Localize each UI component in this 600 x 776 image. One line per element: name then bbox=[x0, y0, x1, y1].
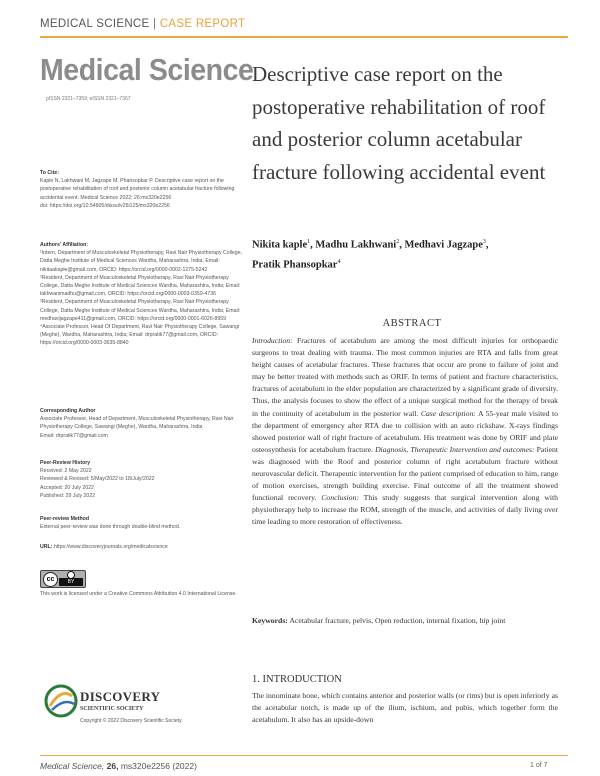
license-text: This work is licensed under a Creative Commons Attribution 4.0 International License. bbox=[40, 591, 237, 597]
method-text: External peer-review was done through double-blind method. bbox=[40, 524, 181, 531]
author-affil-sup: 4 bbox=[337, 258, 341, 265]
affil-4: ⁴Associate Professor, Head Of Department, Ravi Nair Physiotherapy College, Sawangi (Meghe), Wardha, Maharashtra, India; Email: drpratik77@gmail.com, ORCID: https://orcid.org/0000-0003-3635-8840 bbox=[40, 324, 240, 347]
corresponding-block bbox=[40, 407, 245, 440]
history-published: Published: 29 July 2022 bbox=[40, 492, 96, 499]
history-reviewed: Reviewed & Revised: 5/May/2022 to 18/July/2022 bbox=[40, 476, 155, 483]
introduction-body: The innominate bone, which contains anterior and posterior walls (or rims) but is open inferiorly as the acetabular notch, is made up of the ilium, ischium, and pubis, which together form the acetabulum. It also has an upside-down bbox=[252, 691, 558, 725]
introduction-heading: 1. INTRODUCTION bbox=[252, 674, 342, 685]
journal-logo-text: Medical Science bbox=[40, 52, 254, 87]
affil-heading: Authors' Affiliation: bbox=[40, 242, 89, 248]
header-rule bbox=[40, 36, 568, 38]
footer-article-id: ms320e2256 (2022) bbox=[120, 761, 197, 771]
affiliations-block bbox=[40, 241, 245, 348]
url-label: URL: bbox=[40, 544, 53, 550]
cite-heading: To Cite: bbox=[40, 170, 59, 176]
keywords-text: Acetabular fracture, pelvis, Open reduction, internal fixation, hip joint bbox=[289, 616, 506, 625]
abstract-diag-text: Patient was diagnosed with the Roof and posterior column of right acetabulum fracture without neurovascular deficit. Therapeutic intervention for the patient comprised of education to him, range of motion exercises, strength building exercise. Final outcome of all the treatment showed functional recovery. bbox=[252, 444, 559, 503]
cc-icon: cc bbox=[43, 572, 58, 587]
cite-text: Kaple N, Lakhwani M, Jagzape M, Phansopkar P. Descriptive case report on the postoperative rehabilitation of roof and posterior column acetabular fracture following accidental event. Medical Science 2022; 26:ms320e2256 bbox=[40, 178, 235, 201]
method-block bbox=[40, 515, 245, 531]
keywords-label: Keywords: bbox=[252, 616, 288, 625]
affil-3: ³Resident, Department of Musculoskeletal Physiotherapy, Ravi Nair Physiotherapy College, Datta Meghe Institute of Medical Sciences Wardha, Maharashtra, India; Email: medhavijagzape411@gmail.com, ORCID: https://orcid.org/0000-0001-6026-8959 bbox=[40, 299, 241, 322]
abstract-concl-label: Conclusion: bbox=[321, 493, 359, 503]
cc-license-badge[interactable] bbox=[40, 570, 86, 588]
publisher-copyright: Copyright © 2022 Discovery Scientific Society. bbox=[80, 718, 183, 724]
author-name[interactable]: Nikita kaple bbox=[252, 239, 308, 251]
author-name[interactable]: Medhavi Jagzape bbox=[404, 239, 483, 251]
url-link[interactable]: https://www.discoveryjournals.org/medicalscience bbox=[53, 544, 168, 550]
section-label bbox=[40, 18, 245, 30]
license-block bbox=[40, 590, 245, 598]
history-block bbox=[40, 459, 245, 500]
abstract-heading: ABSTRACT bbox=[382, 318, 442, 329]
abstract-intro-label: Introduction: bbox=[252, 336, 293, 345]
abstract-body bbox=[252, 335, 558, 529]
citation-block bbox=[40, 169, 245, 210]
method-heading: Peer-review Method bbox=[40, 516, 90, 522]
affil-1: ¹Intern, Department of Musculoskeletal Physiotherapy, Ravi Nair Physiotherapy College, Datta Meghe Institute of Medical Sciences Wardha, Maharashtra, India; Email: nikitaakaple@gmail.com, ORCID: https://orcid.org/0000-0002-1275-5242 bbox=[40, 250, 243, 273]
affil-2: ²Resident, Department of Musculoskeletal Physiotherapy, Ravi Nair Physiotherapy College, Datta Meghe Institute of Medical Sciences Wardha, Maharashtra, India; Email: lakhwanimadhu@gmail.com, ORCID: https://orcid.org/0000-0003-0359-4736 bbox=[40, 274, 241, 298]
author-name[interactable]: Madhu Lakhwani bbox=[315, 239, 397, 251]
footer-rule bbox=[40, 755, 568, 756]
section-name: MEDICAL SCIENCE bbox=[40, 18, 150, 30]
cite-doi[interactable]: doi: https://doi.org/10.54905/disssi/v26i125/ms320e2256 bbox=[40, 202, 170, 209]
url-block bbox=[40, 543, 245, 551]
abstract-intro-text: Fractures of acetabulum are among the most difficult injuries for orthopaedic surgeons to treat dealing with trauma. The most common injuries are RTA and falls from great height causes of acetabular fractures. These fractures that occur are prone to failure of joint and may be better treated with methods such as ORIF. In terms of patient and fracture characteristics, fractures of acetabulum in the elder population are characterized by a significant grade of diversity. Thus, the analysis focuses to show the effect of a unique surgical method for the therapy of break in the continuity of acetabulum in the posterior wall. bbox=[252, 336, 558, 418]
article-type: CASE REPORT bbox=[159, 18, 246, 30]
discovery-logo-icon bbox=[44, 684, 78, 718]
by-icon: BY bbox=[59, 578, 83, 586]
corr-heading: Corresponding Author bbox=[40, 408, 96, 414]
abstract-diag-label: Diagnosis, Therapeutic Intervention and outcomes: bbox=[375, 444, 535, 454]
history-accepted: Accepted: 20 July 2022 bbox=[40, 484, 94, 491]
abstract-concl-text: This study suggests that surgical intervention along with physiotherapy help to increase the ROM, strength of the muscle, and activities of daily living over time leading to more restoration of effectiveness. bbox=[252, 493, 558, 527]
author-affil-sup: 3 bbox=[482, 239, 486, 245]
section-separator: | bbox=[153, 18, 157, 30]
footer-citation bbox=[40, 761, 197, 771]
footer-journal: Medical Science, bbox=[40, 761, 105, 771]
footer-volume: 26, bbox=[106, 761, 119, 771]
issn: pISSN 2321–7359; eISSN 2321–7367 bbox=[46, 96, 131, 102]
history-received: Received: 2 May 2022 bbox=[40, 468, 92, 475]
publisher-name: DISCOVERY bbox=[80, 689, 161, 704]
author-affil-sup: 1 bbox=[307, 239, 311, 245]
author-list: Nikita kaple$^1$, Madhu Lakhwani$^2$, Medhavi Jagzape$^3$, Pratik Phansopkar$^4$ bbox=[252, 239, 489, 270]
publisher-subtitle: SCIENTIFIC SOCIETY bbox=[80, 706, 144, 712]
article-title: Descriptive case report on the postoperative rehabilitation of roof and posterior column acetabular fracture following accidental event bbox=[252, 62, 546, 184]
corr-text: Associate Professor, Head of Department, Musculoskeletal Physiotherapy, Ravi Nair Physiotherapy College, Sawangi (Meghe), Wardha, Maharashtra, India bbox=[40, 416, 234, 431]
keywords bbox=[252, 615, 558, 627]
corr-email[interactable]: Email: drpratik77@gmail.com bbox=[40, 432, 108, 439]
history-heading: Peer-Review History bbox=[40, 460, 91, 466]
author-affil-sup: 2 bbox=[396, 239, 400, 245]
author-name[interactable]: Pratik Phansopkar bbox=[252, 259, 338, 270]
page-number: 1 of 7 bbox=[530, 762, 548, 769]
abstract-case-text: A 55-year male visited to the department of emergency after RTA due to collision with an auto rickshaw. X-rays findings showed posterior wall of right fracture of acetabulum. His treatment was done by ORIF and plate osteosynthesis for acetabulum fracture. bbox=[252, 408, 559, 454]
abstract-case-label: Case description: bbox=[420, 408, 476, 418]
